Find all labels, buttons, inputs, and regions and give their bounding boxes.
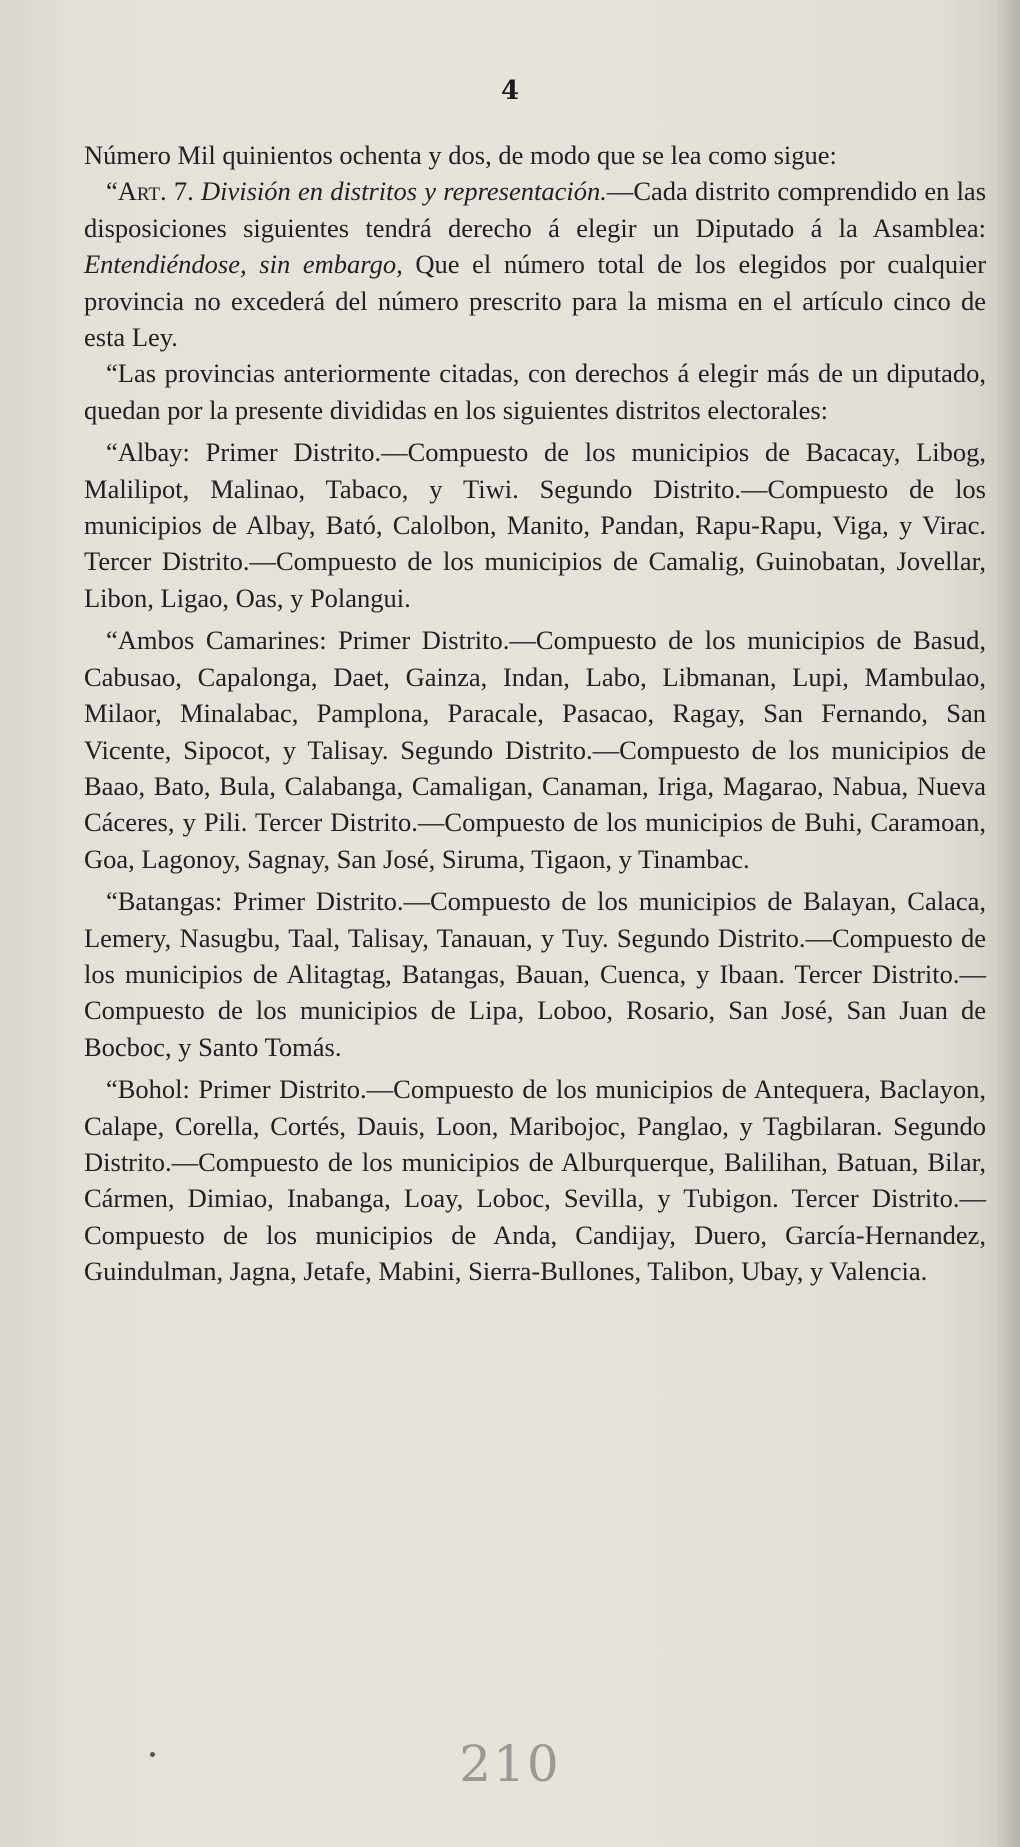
- page-number: 4: [500, 76, 520, 106]
- paragraph-article-7: “Art. 7. División en distritos y representación.—Cada distrito comprendido en las disposiciones siguientes tendrá derecho á elegir un Diputado á la Asamblea: Entendiéndose, sin embargo, Que el número total de los elegidos por cualquier provincia no excederá del número prescrito para la misma en el artículo cinco de esta Ley.: [84, 176, 987, 353]
- paragraph-albay: “Albay: Primer Distrito.—Compuesto de los municipios de Bacacay, Libog, Malilipot, Malinao, Tabaco, y Tiwi. Segundo Distrito.—Compuesto de los municipios de Albay, Bató, Calolbon, Manito, Pandan, Rapu-Rapu, Viga, y Virac. Tercer Distrito.—Compuesto de los municipios de Camalig, Guinobatan, Jovellar, Libon, Ligao, Oas, y Polangui.: [84, 437, 986, 613]
- footer-page-mark: 210: [459, 1735, 561, 1793]
- paragraph-bohol: “Bohol: Primer Distrito.—Compuesto de los municipios de Antequera, Baclayon, Calape, Corella, Cortés, Dauis, Loon, Maribojoc, Panglao, y Tagbilaran. Segundo Distrito.—Compuesto de los municipios de Alburquerque, Balilihan, Batuan, Bilar, Cármen, Dimiao, Inabanga, Loay, Loboc, Sevilla, y Tubigon. Tercer Distrito.—Compuesto de los municipios de Anda, Candijay, Duero, García-Hernandez, Guindulman, Jagna, Jetafe, Mabini, Sierra-Bullones, Talibon, Ubay, y Valencia.: [84, 1074, 986, 1287]
- paragraph-batangas: “Batangas: Primer Distrito.—Compuesto de los municipios de Balayan, Calaca, Lemery, Nasugbu, Taal, Talisay, Tanauan, y Tuy. Segundo Distrito.—Compuesto de los municipios de Alitagtag, Batangas, Bauan, Cuenca, y Ibaan. Tercer Distrito.—Compuesto de los municipios de Lipa, Loboo, Rosario, San José, San Juan de Bocboc, y Santo Tomás.: [84, 886, 986, 1062]
- article-heading: División en distritos y representación.: [200, 176, 607, 207]
- article-text-2: Que el número total de los elegidos por cualquier provincia no excederá del número prescrito para la misma en el artículo cinco de esta Ley.: [84, 249, 987, 353]
- paragraph-provinces: “Las provincias anteriormente citadas, con derechos á elegir más de un diputado, quedan por la presente divididas en los siguientes distritos electorales:: [84, 358, 986, 425]
- body-text: [84, 137, 986, 1290]
- page-edge-shadow: [994, 0, 1020, 1847]
- paragraph-camarines: “Ambos Camarines: Primer Distrito.—Compuesto de los municipios de Basud, Cabusao, Capalonga, Daet, Gainza, Indan, Labo, Libmanan, Lupi, Mambulao, Milaor, Minalabac, Pamplona, Paracale, Pasacao, Ragay, San Fernando, San Vicente, Sipocot, y Talisay. Segundo Distrito.—Compuesto de los municipios de Baao, Bato, Bula, Calabanga, Camaligan, Canaman, Iriga, Magarao, Nabua, Nueva Cáceres, y Pili. Tercer Distrito.—Compuesto de los municipios de Buhi, Caramoan, Goa, Lagonoy, Sagnay, San José, Siruma, Tigaon, y Tinambac.: [84, 625, 986, 874]
- article-text-1: —Cada distrito comprendido en las disposiciones siguientes tendrá derecho á elegir un Diputado á la Asamblea:: [84, 176, 987, 243]
- article-label: Art. 7.: [117, 176, 194, 207]
- paragraph-intro: Número Mil quinientos ochenta y dos, de modo que se lea como sigue:: [84, 140, 837, 170]
- article-emphasis: Entendiéndose, sin embargo,: [84, 249, 403, 280]
